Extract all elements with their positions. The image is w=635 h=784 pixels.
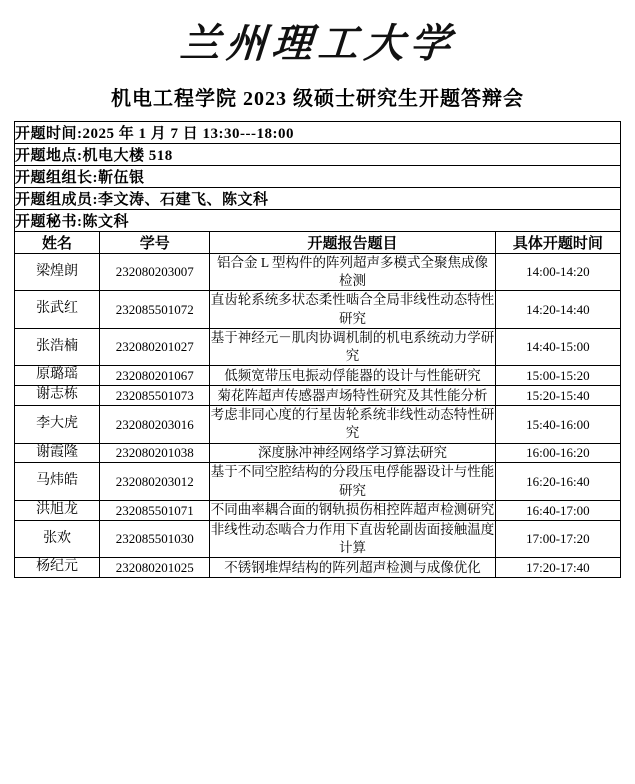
column-header-student-id: 学号 (100, 232, 210, 254)
cell-topic: 不同曲率耦合面的钢轨损伤相控阵超声检测研究 (210, 500, 495, 520)
page-title: 机电工程学院 2023 级硕士研究生开题答辩会 (111, 88, 524, 110)
cell-time: 16:00-16:20 (495, 443, 620, 463)
cell-name: 马炜皓 (15, 463, 100, 500)
cell-topic: 非线性动态啮合力作用下直齿轮副齿面接触温度计算 (210, 520, 495, 557)
cell-topic: 考虑非同心度的行星齿轮系统非线性动态特性研究 (210, 406, 495, 443)
schedule-table (14, 121, 621, 578)
table-row (15, 254, 621, 291)
cell-topic: 菊花阵超声传感器声场特性研究及其性能分析 (210, 386, 495, 406)
info-row (15, 210, 621, 232)
table-row (15, 500, 621, 520)
info-group-leader: 开题组组长:靳伍银 (15, 166, 621, 188)
info-secretary: 开题秘书:陈文科 (15, 210, 621, 232)
cell-name: 谢志栋 (15, 386, 100, 406)
info-row (15, 188, 621, 210)
table-row (15, 291, 621, 328)
cell-name: 梁煌朗 (15, 254, 100, 291)
info-row (15, 144, 621, 166)
cell-name: 张欢 (15, 520, 100, 557)
table-row (15, 406, 621, 443)
cell-student-id: 232080201038 (100, 443, 210, 463)
cell-student-id: 232085501072 (100, 291, 210, 328)
table-row (15, 366, 621, 386)
cell-student-id: 232080201067 (100, 366, 210, 386)
cell-name: 杨纪元 (15, 558, 100, 578)
cell-student-id: 232080201027 (100, 328, 210, 365)
cell-topic: 低频宽带压电振动俘能器的设计与性能研究 (210, 366, 495, 386)
info-row (15, 122, 621, 144)
cell-time: 17:20-17:40 (495, 558, 620, 578)
university-logo (14, 0, 621, 70)
table-row (15, 520, 621, 557)
cell-topic: 基于不同空腔结构的分段压电俘能器设计与性能研究 (210, 463, 495, 500)
cell-time: 15:00-15:20 (495, 366, 620, 386)
cell-name: 谢霞隆 (15, 443, 100, 463)
table-row (15, 463, 621, 500)
table-row (15, 558, 621, 578)
cell-student-id: 232085501071 (100, 500, 210, 520)
info-open-time: 开题时间:2025 年 1 月 7 日 13:30---18:00 (15, 122, 621, 144)
table-row (15, 443, 621, 463)
cell-time: 14:40-15:00 (495, 328, 620, 365)
cell-topic: 铝合金 L 型构件的阵列超声多模式全聚焦成像检测 (210, 254, 495, 291)
cell-student-id: 232085501030 (100, 520, 210, 557)
cell-student-id: 232080203016 (100, 406, 210, 443)
column-header-name: 姓名 (15, 232, 100, 254)
info-row (15, 166, 621, 188)
table-row (15, 328, 621, 365)
column-header-time: 具体开题时间 (495, 232, 620, 254)
cell-name: 李大虎 (15, 406, 100, 443)
cell-time: 15:40-16:00 (495, 406, 620, 443)
cell-name: 原璐瑶 (15, 366, 100, 386)
cell-student-id: 232080201025 (100, 558, 210, 578)
cell-topic: 基于神经元－肌肉协调机制的机电系统动力学研究 (210, 328, 495, 365)
cell-time: 16:40-17:00 (495, 500, 620, 520)
cell-name: 张武红 (15, 291, 100, 328)
cell-name: 张浩楠 (15, 328, 100, 365)
table-header-row (15, 232, 621, 254)
cell-topic: 直齿轮系统多状态柔性啮合全局非线性动态特性研究 (210, 291, 495, 328)
info-group-members: 开题组成员:李文涛、石建飞、陈文科 (15, 188, 621, 210)
cell-time: 16:20-16:40 (495, 463, 620, 500)
cell-student-id: 232080203012 (100, 463, 210, 500)
cell-time: 14:00-14:20 (495, 254, 620, 291)
cell-time: 15:20-15:40 (495, 386, 620, 406)
table-row (15, 386, 621, 406)
info-location: 开题地点:机电大楼 518 (15, 144, 621, 166)
cell-name: 洪旭龙 (15, 500, 100, 520)
cell-student-id: 232080203007 (100, 254, 210, 291)
cell-topic: 深度脉冲神经网络学习算法研究 (210, 443, 495, 463)
cell-time: 17:00-17:20 (495, 520, 620, 557)
cell-time: 14:20-14:40 (495, 291, 620, 328)
cell-topic: 不锈钢堆焊结构的阵列超声检测与成像优化 (210, 558, 495, 578)
cell-student-id: 232085501073 (100, 386, 210, 406)
column-header-topic: 开题报告题目 (210, 232, 495, 254)
university-logo-text: 兰州理工大学 (177, 20, 458, 67)
